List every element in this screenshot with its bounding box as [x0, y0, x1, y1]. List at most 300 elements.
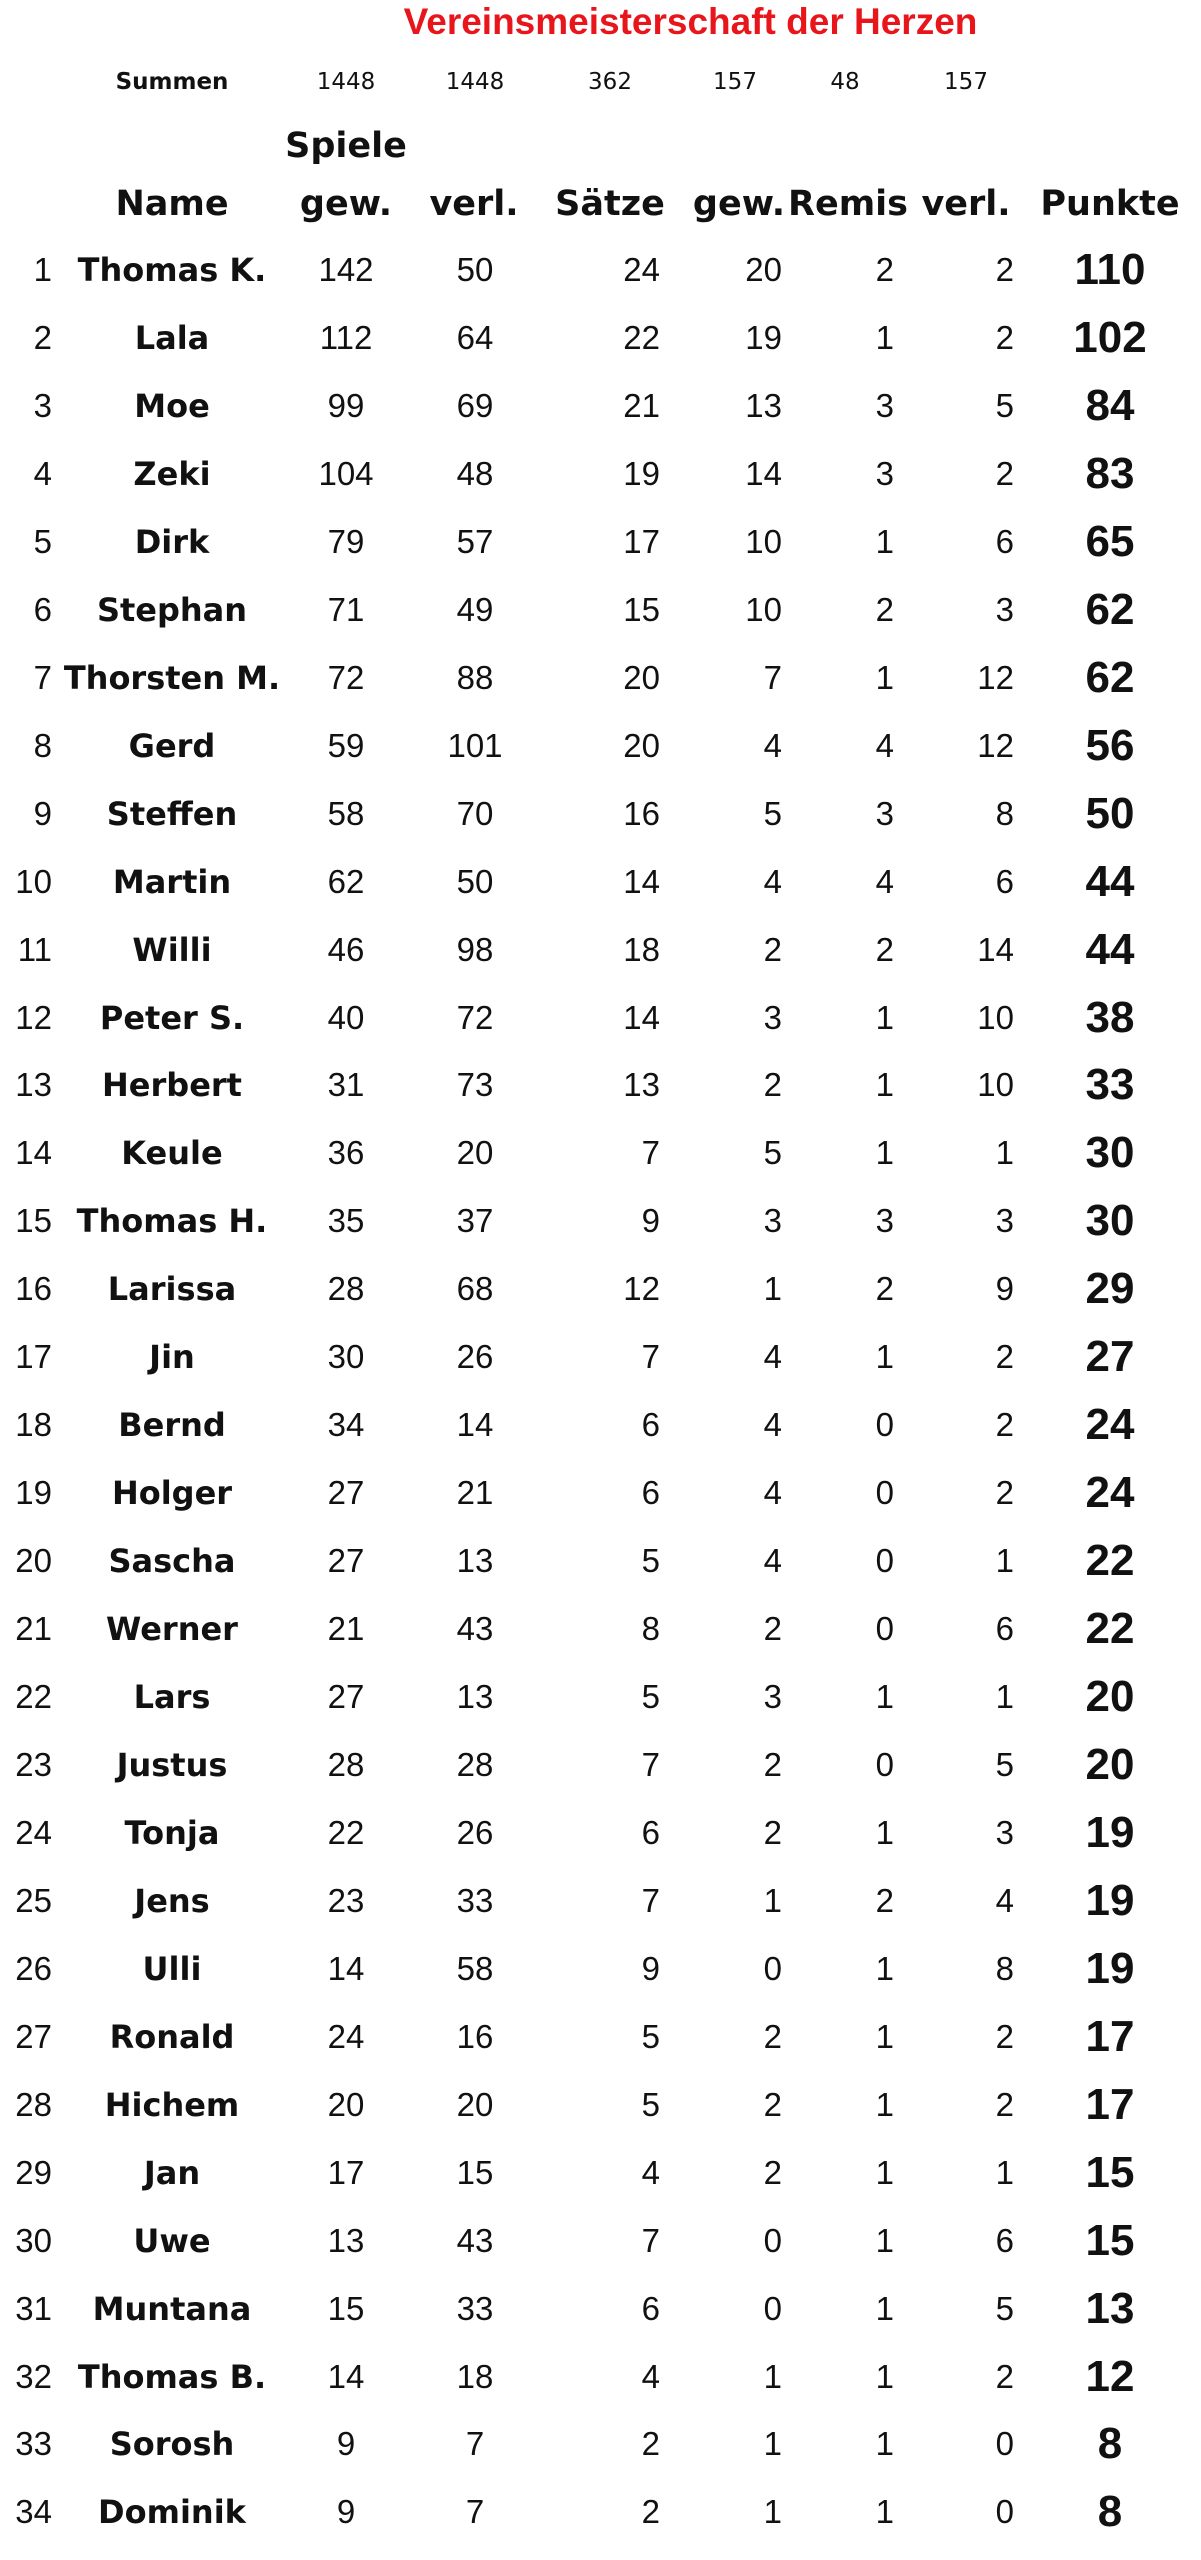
saetze-cell: 6	[641, 1813, 660, 1851]
spiele-verl-cell: 43	[456, 1610, 494, 1647]
spiele-gew-cell: 14	[327, 2357, 365, 2395]
spiele-gew-cell: 14	[327, 1949, 365, 1987]
remis-cell: 1	[875, 1134, 894, 1172]
table-row	[0, 2275, 1201, 2343]
rank-cell: 17	[15, 1338, 52, 1376]
saetze-cell: 5	[641, 1678, 660, 1715]
spiele-gew-cell: 58	[327, 794, 365, 832]
spiele-verl-cell: 48	[456, 454, 494, 492]
table-row	[0, 2478, 1201, 2546]
table-row	[0, 2207, 1201, 2275]
header-remis: Remis	[788, 184, 908, 224]
header-saetze-gew: gew.	[692, 184, 786, 224]
spiele-verl-cell: 28	[456, 1745, 494, 1783]
spiele-gew-cell: 24	[327, 2017, 365, 2055]
saetze-cell: 5	[641, 2085, 660, 2123]
table-row	[0, 2410, 1201, 2478]
punkte-cell: 19	[1085, 1875, 1135, 1925]
rank-cell: 9	[33, 794, 52, 832]
saetze-verl-cell: 5	[995, 2289, 1014, 2327]
table-row	[0, 780, 1201, 848]
saetze-cell: 20	[623, 726, 660, 764]
saetze-verl-cell: 3	[995, 1813, 1014, 1851]
spiele-gew-cell: 35	[327, 1202, 365, 1240]
rank-cell: 1	[33, 251, 52, 288]
summen-saetze-gew: 157	[713, 69, 757, 95]
spiele-gew-cell: 72	[327, 658, 365, 696]
saetze-verl-cell: 12	[977, 726, 1014, 764]
punkte-cell: 24	[1085, 1468, 1135, 1518]
rank-cell: 21	[15, 1610, 52, 1647]
spiele-gew-cell: 34	[327, 1406, 365, 1444]
punkte-cell: 19	[1085, 1807, 1135, 1857]
player-name: Holger	[111, 1474, 233, 1513]
spiele-verl-cell: 13	[456, 1678, 494, 1715]
saetze-gew-cell: 2	[763, 2017, 782, 2055]
spiele-gew-cell: 9	[336, 2493, 356, 2531]
saetze-verl-cell: 0	[995, 2425, 1014, 2463]
saetze-cell: 5	[641, 1542, 660, 1579]
saetze-verl-cell: 6	[995, 862, 1014, 900]
saetze-gew-cell: 0	[763, 2289, 782, 2327]
saetze-gew-cell: 0	[763, 1949, 782, 1987]
saetze-gew-cell: 2	[763, 1813, 782, 1851]
saetze-verl-cell: 4	[995, 1881, 1014, 1919]
table-row	[0, 1527, 1201, 1595]
remis-cell: 1	[875, 2357, 894, 2395]
saetze-gew-cell: 1	[763, 1270, 782, 1308]
saetze-verl-cell: 2	[995, 2085, 1014, 2123]
saetze-verl-cell: 2	[995, 251, 1014, 288]
spiele-verl-cell: 37	[456, 1202, 494, 1240]
rank-cell: 16	[15, 1270, 52, 1308]
punkte-cell: 38	[1085, 992, 1135, 1042]
spiele-gew-cell: 23	[327, 1881, 365, 1919]
remis-cell: 1	[875, 2493, 894, 2531]
saetze-cell: 7	[641, 1338, 660, 1376]
player-name: Peter S.	[99, 998, 245, 1037]
punkte-cell: 44	[1085, 856, 1135, 906]
remis-cell: 1	[875, 998, 894, 1036]
player-name: Ulli	[142, 1949, 202, 1988]
spiele-gew-cell: 17	[327, 2153, 365, 2191]
table-row	[0, 1799, 1201, 1867]
saetze-gew-cell: 1	[763, 1881, 782, 1919]
player-name: Dominik	[98, 2493, 246, 2532]
remis-cell: 2	[875, 1270, 894, 1308]
player-name: Jin	[149, 1338, 195, 1377]
player-name: Tonja	[124, 1813, 220, 1852]
spiele-gew-cell: 21	[327, 1610, 365, 1647]
spiele-verl-cell: 50	[456, 862, 494, 900]
punkte-cell: 102	[1073, 312, 1147, 362]
punkte-cell: 62	[1085, 584, 1135, 634]
spiele-verl-cell: 50	[456, 251, 494, 288]
punkte-cell: 17	[1085, 2011, 1135, 2061]
remis-cell: 3	[875, 1202, 894, 1240]
spiele-gew-cell: 79	[327, 522, 365, 560]
saetze-cell: 7	[641, 1745, 660, 1783]
player-name: Hichem	[104, 2085, 240, 2124]
table-row	[0, 2003, 1201, 2071]
saetze-verl-cell: 2	[995, 2357, 1014, 2395]
saetze-verl-cell: 6	[995, 522, 1014, 560]
remis-cell: 3	[875, 454, 894, 492]
remis-cell: 1	[875, 1066, 894, 1104]
saetze-gew-cell: 3	[763, 1678, 782, 1715]
player-name: Ronald	[109, 2017, 235, 2056]
table-row	[0, 2139, 1201, 2207]
table-row	[0, 644, 1201, 712]
punkte-cell: 44	[1085, 924, 1135, 974]
spiele-verl-cell: 98	[456, 930, 494, 968]
saetze-verl-cell: 2	[995, 2017, 1014, 2055]
spiele-verl-cell: 7	[465, 2425, 485, 2463]
saetze-verl-cell: 8	[995, 794, 1014, 832]
rank-cell: 23	[15, 1745, 52, 1783]
table-row	[0, 916, 1201, 984]
player-name: Sascha	[108, 1542, 236, 1580]
saetze-gew-cell: 20	[745, 251, 782, 288]
rank-cell: 2	[33, 318, 52, 356]
player-name: Sorosh	[109, 2425, 235, 2464]
saetze-gew-cell: 5	[763, 1134, 782, 1172]
table-row	[0, 712, 1201, 780]
spiele-gew-cell: 71	[327, 590, 365, 628]
saetze-gew-cell: 4	[763, 1542, 782, 1579]
saetze-cell: 7	[641, 1881, 660, 1919]
rank-cell: 5	[33, 522, 52, 560]
remis-cell: 0	[875, 1406, 894, 1444]
page-title: Vereinsmeisterschaft der Herzen	[403, 1, 978, 42]
table-row	[0, 1867, 1201, 1935]
saetze-cell: 2	[641, 2493, 660, 2531]
saetze-verl-cell: 10	[977, 998, 1014, 1036]
saetze-gew-cell: 2	[763, 930, 782, 968]
rank-cell: 12	[15, 998, 52, 1036]
remis-cell: 0	[875, 1610, 894, 1647]
rank-cell: 29	[15, 2153, 52, 2191]
rank-cell: 26	[15, 1949, 52, 1987]
saetze-verl-cell: 6	[995, 2221, 1014, 2259]
player-name: Larissa	[107, 1270, 237, 1309]
punkte-cell: 17	[1085, 2079, 1135, 2129]
spiele-gew-cell: 112	[319, 318, 373, 356]
saetze-gew-cell: 5	[763, 794, 782, 832]
punkte-cell: 19	[1085, 1943, 1135, 1993]
player-name: Muntana	[92, 2289, 252, 2328]
rank-cell: 19	[15, 1474, 52, 1512]
player-name: Jan	[143, 2153, 201, 2192]
spiele-verl-cell: 33	[456, 2289, 494, 2327]
saetze-verl-cell: 1	[995, 1542, 1014, 1579]
rank-cell: 13	[15, 1066, 52, 1104]
saetze-verl-cell: 1	[995, 1678, 1014, 1715]
remis-cell: 1	[875, 2017, 894, 2055]
remis-cell: 4	[875, 862, 894, 900]
spiele-verl-cell: 49	[456, 590, 494, 628]
player-name: Lars	[133, 1678, 211, 1716]
remis-cell: 2	[875, 1881, 894, 1919]
spiele-gew-cell: 99	[327, 386, 365, 424]
header-group-row	[0, 120, 1201, 172]
rank-cell: 24	[15, 1813, 52, 1851]
remis-cell: 1	[875, 522, 894, 560]
spiele-verl-cell: 13	[456, 1542, 494, 1579]
remis-cell: 3	[875, 794, 894, 832]
saetze-gew-cell: 7	[763, 658, 782, 696]
saetze-cell: 5	[641, 2017, 660, 2055]
table-row	[0, 1119, 1201, 1187]
table-row	[0, 1255, 1201, 1323]
summen-row	[0, 60, 1201, 104]
saetze-cell: 9	[641, 1202, 660, 1240]
rank-cell: 7	[33, 658, 52, 696]
punkte-cell: 62	[1085, 652, 1135, 702]
spiele-verl-cell: 72	[456, 998, 494, 1036]
remis-cell: 1	[875, 2221, 894, 2259]
spiele-gew-cell: 59	[327, 726, 365, 764]
player-name: Moe	[134, 386, 210, 425]
saetze-cell: 18	[623, 930, 660, 968]
saetze-gew-cell: 2	[763, 1745, 782, 1783]
spiele-gew-cell: 31	[327, 1066, 365, 1104]
saetze-verl-cell: 1	[995, 1134, 1014, 1172]
rank-cell: 27	[15, 2017, 52, 2055]
spiele-verl-cell: 33	[456, 1881, 494, 1919]
player-name: Jens	[134, 1881, 210, 1920]
saetze-verl-cell: 6	[995, 1610, 1014, 1647]
saetze-cell: 19	[623, 454, 660, 492]
spiele-verl-cell: 57	[456, 522, 494, 560]
spiele-verl-cell: 21	[456, 1474, 494, 1512]
spiele-verl-cell: 70	[456, 794, 494, 832]
saetze-gew-cell: 2	[763, 2153, 782, 2191]
saetze-verl-cell: 2	[995, 1474, 1014, 1512]
spiele-gew-cell: 20	[327, 2085, 365, 2123]
summen-label: Summen	[115, 69, 229, 95]
table-row	[0, 1051, 1201, 1119]
table-row	[0, 236, 1201, 304]
punkte-cell: 65	[1085, 516, 1135, 566]
remis-cell: 2	[875, 590, 894, 628]
header-name: Name	[115, 184, 229, 224]
saetze-verl-cell: 5	[995, 1745, 1014, 1783]
saetze-gew-cell: 10	[745, 522, 782, 560]
spiele-verl-cell: 26	[456, 1338, 494, 1376]
saetze-gew-cell: 3	[763, 998, 782, 1036]
player-name: Thorsten M.	[63, 658, 281, 697]
spiele-verl-cell: 16	[456, 2017, 494, 2055]
punkte-cell: 15	[1085, 2147, 1135, 2197]
saetze-cell: 9	[641, 1949, 660, 1987]
spiele-gew-cell: 9	[336, 2425, 356, 2463]
saetze-gew-cell: 14	[745, 454, 782, 492]
player-name: Keule	[121, 1134, 223, 1173]
punkte-cell: 50	[1085, 788, 1135, 838]
rank-cell: 34	[15, 2493, 52, 2531]
header-saetze: Sätze	[555, 184, 665, 224]
table-row	[0, 1323, 1201, 1391]
saetze-verl-cell: 1	[995, 2153, 1014, 2191]
saetze-cell: 14	[623, 862, 660, 900]
player-name: Werner	[106, 1610, 238, 1648]
saetze-cell: 7	[641, 2221, 660, 2259]
spiele-verl-cell: 15	[456, 2153, 494, 2191]
remis-cell: 1	[875, 2153, 894, 2191]
saetze-gew-cell: 1	[763, 2357, 782, 2395]
punkte-cell: 20	[1085, 1739, 1135, 1789]
spiele-verl-cell: 58	[456, 1949, 494, 1987]
saetze-verl-cell: 2	[995, 318, 1014, 356]
table-row	[0, 1935, 1201, 2003]
rank-cell: 11	[17, 930, 52, 968]
summen-saetze-verl: 157	[944, 69, 988, 95]
player-name: Justus	[116, 1745, 228, 1784]
rank-cell: 20	[15, 1542, 52, 1579]
saetze-cell: 7	[641, 1134, 660, 1172]
spiele-verl-cell: 68	[456, 1270, 494, 1308]
punkte-cell: 8	[1097, 2419, 1123, 2469]
punkte-cell: 84	[1085, 380, 1135, 430]
punkte-cell: 8	[1097, 2487, 1123, 2537]
spiele-verl-cell: 14	[456, 1406, 494, 1444]
punkte-cell: 20	[1085, 1672, 1135, 1721]
spiele-gew-cell: 28	[327, 1270, 365, 1308]
saetze-cell: 6	[641, 1474, 660, 1512]
punkte-cell: 27	[1085, 1332, 1135, 1382]
spiele-gew-cell: 22	[327, 1813, 365, 1851]
remis-cell: 1	[875, 2425, 894, 2463]
summen-saetze: 362	[588, 69, 632, 95]
table-row	[0, 1187, 1201, 1255]
saetze-gew-cell: 1	[763, 2493, 782, 2531]
table-row	[0, 1663, 1201, 1731]
saetze-cell: 22	[623, 318, 660, 356]
saetze-gew-cell: 3	[763, 1202, 782, 1240]
header-spiele: Spiele	[285, 126, 407, 166]
saetze-gew-cell: 13	[745, 386, 782, 424]
saetze-cell: 15	[623, 590, 660, 628]
saetze-gew-cell: 0	[763, 2221, 782, 2259]
saetze-gew-cell: 4	[763, 1474, 782, 1512]
remis-cell: 1	[875, 1813, 894, 1851]
player-name: Uwe	[133, 2221, 211, 2260]
saetze-gew-cell: 4	[763, 1406, 782, 1444]
table-row	[0, 1391, 1201, 1459]
rank-cell: 8	[33, 726, 52, 764]
saetze-verl-cell: 0	[995, 2493, 1014, 2531]
player-name: Thomas B.	[77, 2357, 267, 2396]
saetze-cell: 17	[623, 522, 660, 560]
spiele-verl-cell: 26	[456, 1813, 494, 1851]
table-row	[0, 1731, 1201, 1799]
saetze-cell: 8	[641, 1610, 660, 1647]
rank-cell: 6	[33, 590, 52, 628]
player-name: Dirk	[134, 522, 210, 561]
table-row	[0, 508, 1201, 576]
punkte-cell: 33	[1085, 1060, 1135, 1110]
saetze-cell: 20	[623, 658, 660, 696]
spiele-gew-cell: 30	[327, 1338, 365, 1376]
player-name: Bernd	[118, 1406, 226, 1445]
saetze-cell: 21	[623, 386, 660, 424]
spiele-verl-cell: 88	[456, 658, 494, 696]
remis-cell: 1	[875, 2289, 894, 2327]
rank-cell: 3	[33, 386, 52, 424]
saetze-gew-cell: 4	[763, 862, 782, 900]
saetze-cell: 16	[623, 794, 660, 832]
punkte-cell: 110	[1074, 245, 1146, 294]
spiele-verl-cell: 43	[456, 2221, 494, 2259]
header-saetze-verl: verl.	[921, 184, 1011, 224]
saetze-cell: 6	[641, 1406, 660, 1444]
punkte-cell: 24	[1085, 1400, 1135, 1450]
spiele-verl-cell: 69	[456, 386, 494, 424]
saetze-verl-cell: 14	[977, 930, 1014, 968]
spiele-gew-cell: 62	[327, 862, 365, 900]
punkte-cell: 83	[1085, 448, 1135, 498]
remis-cell: 1	[875, 318, 894, 356]
saetze-gew-cell: 4	[763, 726, 782, 764]
player-name: Zeki	[133, 454, 211, 493]
player-name: Gerd	[128, 726, 216, 765]
remis-cell: 2	[875, 251, 894, 288]
table-row	[0, 304, 1201, 372]
saetze-verl-cell: 5	[995, 386, 1014, 424]
remis-cell: 1	[875, 2085, 894, 2123]
saetze-gew-cell: 2	[763, 2085, 782, 2123]
table-row	[0, 848, 1201, 916]
table-row	[0, 372, 1201, 440]
rank-cell: 25	[15, 1881, 52, 1919]
rank-cell: 15	[15, 1202, 52, 1240]
punkte-cell: 15	[1085, 2215, 1135, 2265]
spiele-gew-cell: 40	[327, 998, 365, 1036]
player-name: Steffen	[106, 794, 238, 833]
saetze-verl-cell: 2	[995, 1406, 1014, 1444]
spiele-gew-cell: 27	[327, 1542, 365, 1579]
header-punkte: Punkte	[1040, 184, 1180, 224]
rank-cell: 4	[33, 454, 52, 492]
remis-cell: 0	[875, 1745, 894, 1783]
remis-cell: 3	[875, 386, 894, 424]
header-spiele-verl: verl.	[429, 184, 519, 224]
saetze-cell: 14	[623, 998, 660, 1036]
table-header	[0, 176, 1201, 232]
rank-cell: 28	[15, 2085, 52, 2123]
spiele-verl-cell: 64	[456, 318, 494, 356]
spiele-verl-cell: 20	[456, 2085, 494, 2123]
spiele-gew-cell: 142	[318, 251, 374, 288]
spiele-verl-cell: 18	[456, 2357, 494, 2395]
saetze-verl-cell: 3	[995, 590, 1014, 628]
header-spiele-gew: gew.	[299, 184, 393, 224]
remis-cell: 1	[875, 1949, 894, 1987]
table-row	[0, 1459, 1201, 1527]
punkte-cell: 13	[1085, 2283, 1135, 2333]
player-name: Thomas K.	[77, 251, 267, 289]
spiele-verl-cell: 73	[456, 1066, 494, 1104]
remis-cell: 2	[875, 930, 894, 968]
spiele-verl-cell: 7	[465, 2493, 485, 2531]
punkte-cell: 30	[1085, 1196, 1135, 1246]
saetze-verl-cell: 9	[995, 1270, 1014, 1308]
spiele-gew-cell: 27	[327, 1474, 365, 1512]
player-name: Lala	[134, 318, 210, 357]
table-row	[0, 440, 1201, 508]
saetze-cell: 12	[623, 1270, 660, 1308]
